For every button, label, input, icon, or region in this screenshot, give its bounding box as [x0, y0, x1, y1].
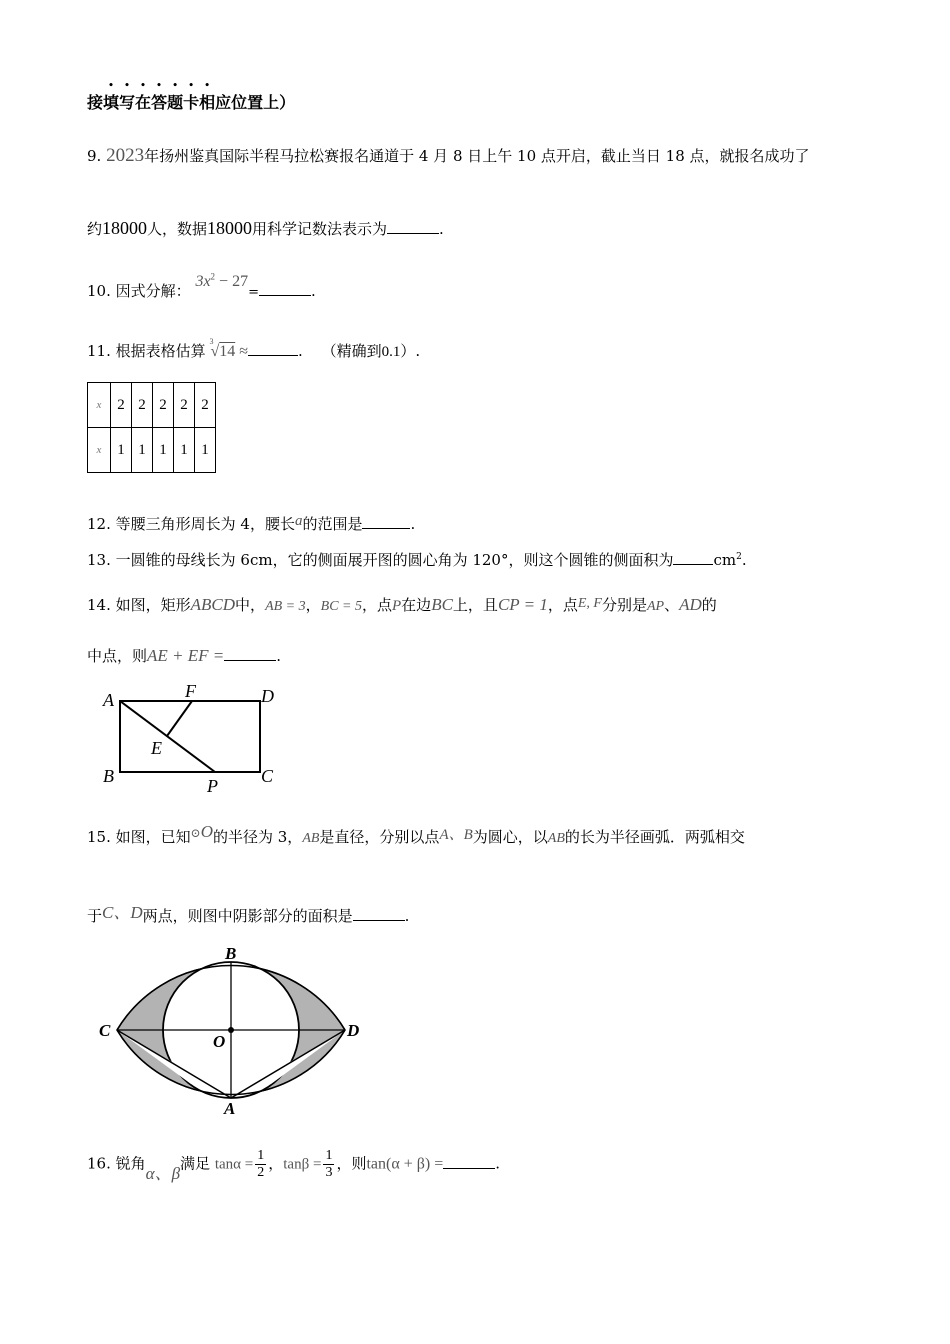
text: 是直径，分别以点	[319, 828, 440, 846]
comma: ，	[268, 1154, 284, 1173]
text: 为圆心，以	[472, 828, 548, 846]
heading-char: 在	[135, 93, 152, 112]
table-row	[88, 428, 216, 473]
label-d: D	[261, 686, 274, 706]
heading-dotted-text	[87, 93, 215, 112]
math: tan(α + β) =	[366, 1155, 444, 1173]
text: 人，数据	[147, 220, 208, 238]
question-11	[87, 337, 421, 361]
question-12	[87, 513, 415, 534]
table-cell: 1	[174, 428, 195, 473]
math: AE + EF =	[147, 646, 225, 665]
period: .	[298, 342, 303, 360]
figure-circle-arcs	[95, 940, 375, 1120]
text: ，点	[547, 596, 578, 614]
circle-symbol: ⊙	[190, 826, 201, 840]
text: 、	[664, 596, 680, 614]
table-cell: 2	[195, 383, 216, 428]
math: AD	[679, 595, 702, 614]
heading-char: 相	[199, 93, 216, 112]
unit-exponent: 2	[736, 552, 742, 562]
segment-ap	[120, 701, 215, 772]
math: AB	[302, 831, 320, 846]
label-a: A	[224, 1099, 236, 1118]
expr-base: 3x	[195, 273, 211, 290]
question-text: 一圆锥的母线长为 6cm，它的侧面展开图的圆心角为 120°，则这个圆锥的侧面积为	[115, 551, 674, 569]
denominator: 3	[325, 1165, 333, 1180]
question-number: 12.	[87, 515, 111, 533]
estimate-table	[87, 382, 216, 473]
question-number: 14.	[87, 596, 111, 614]
approx-sign: ≈	[235, 343, 248, 360]
question-number: 11.	[87, 342, 111, 360]
radicand: 14	[219, 343, 236, 360]
text: 两点，则图中阴影部分的面积是	[142, 907, 353, 925]
exponent: 2	[210, 271, 216, 282]
denominator: 2	[257, 1165, 265, 1180]
label-b: B	[225, 944, 237, 963]
question-15-line-1	[87, 822, 745, 847]
question-text: 因式分解：	[115, 282, 191, 300]
text: 上，且	[452, 596, 498, 614]
heading-char: 题	[167, 93, 184, 112]
table-row	[88, 383, 216, 428]
answer-blank[interactable]	[259, 283, 311, 296]
label-f: F	[185, 681, 196, 701]
table-cell: 1	[132, 428, 153, 473]
question-9-line-2	[87, 218, 444, 239]
root-index: 3	[209, 337, 214, 346]
period: .	[410, 515, 416, 533]
question-text: 年扬州鉴真国际半程马拉松赛报名通道于 4 月 8 日上午 10 点开启，截止当日 18 点，就报名成功了	[144, 147, 810, 165]
section-heading	[87, 90, 295, 113]
question-text: 的范围是	[302, 515, 363, 533]
expression	[195, 273, 248, 290]
label-o: O	[213, 1032, 226, 1051]
label-e: E	[151, 738, 162, 758]
numerator: 1	[257, 1148, 265, 1163]
table-cell: 2	[111, 383, 132, 428]
math: α、β	[145, 1163, 181, 1183]
text: 如图，已知	[115, 828, 191, 846]
question-15-line-2	[87, 901, 409, 926]
math: CP = 1	[497, 595, 548, 614]
text: ，点	[361, 596, 392, 614]
equals: =	[248, 285, 259, 300]
text: 中，	[235, 596, 266, 614]
answer-blank[interactable]	[353, 908, 405, 921]
math: AB = 3	[265, 599, 306, 614]
math: ABCD	[190, 595, 236, 614]
text: ，	[305, 596, 321, 614]
label-d: D	[347, 1021, 360, 1040]
table-cell: 1	[195, 428, 216, 473]
text: ，则	[336, 1154, 367, 1173]
text: 约	[87, 220, 103, 238]
period: .	[404, 907, 410, 925]
period: .	[439, 220, 444, 238]
answer-blank[interactable]	[224, 648, 276, 661]
fraction-one-third	[323, 1148, 334, 1181]
math: AB	[547, 831, 565, 846]
heading-rest-text: 应位置上）	[215, 93, 296, 112]
answer-blank[interactable]	[443, 1156, 495, 1169]
text: 于	[87, 907, 103, 925]
rectangle	[120, 701, 260, 772]
table-cell: 2	[174, 383, 195, 428]
cube-root-expression: 3 √14 ≈	[209, 337, 248, 360]
text: 满足	[180, 1154, 211, 1173]
label-c: C	[261, 766, 274, 786]
math: tanα =	[214, 1156, 254, 1173]
table-cell: 1	[111, 428, 132, 473]
question-text: 根据表格估算	[115, 342, 206, 360]
table-cell: x	[88, 428, 111, 473]
precision-note: （精确到	[321, 342, 382, 360]
question-14-line-2	[87, 645, 281, 666]
fraction-one-half	[255, 1148, 266, 1181]
segment-ef	[167, 701, 192, 736]
numerator: 1	[325, 1148, 333, 1163]
note-end: ）.	[400, 342, 421, 360]
heading-char: 卡	[183, 93, 200, 112]
question-number: 13.	[87, 551, 111, 569]
year: 2023	[106, 145, 145, 166]
period: .	[310, 282, 316, 300]
math: AP	[646, 599, 665, 614]
question-text: 等腰三角形周长为 4，腰长	[115, 515, 295, 533]
question-number: 15.	[87, 828, 111, 846]
figure-rectangle-abcd	[95, 678, 295, 798]
heading-char: 答	[151, 93, 168, 112]
text: 中点，则	[87, 647, 148, 665]
heading-char: 填	[103, 93, 120, 112]
expr-rest: − 27	[215, 273, 249, 290]
text: 在边	[401, 596, 432, 614]
label-a: A	[103, 690, 114, 710]
period: .	[495, 1154, 501, 1173]
text: 的半径为 3，	[213, 828, 303, 846]
text: 分别是	[601, 596, 647, 614]
table-cell: 2	[132, 383, 153, 428]
question-number: 16.	[87, 1154, 111, 1173]
label-p: P	[207, 776, 218, 796]
label-b: B	[103, 766, 114, 786]
heading-char: 写	[119, 93, 136, 112]
text: 的长为半径画弧．两弧相交	[564, 828, 745, 846]
period: .	[741, 551, 747, 569]
question-14-line-1	[87, 594, 717, 615]
variable: a	[294, 513, 303, 529]
math: A、B	[439, 827, 473, 843]
table-cell: 2	[153, 383, 174, 428]
answer-blank[interactable]	[248, 343, 298, 356]
math: O	[200, 822, 213, 841]
math: C、D	[102, 903, 143, 922]
text: 锐角	[115, 1154, 146, 1173]
question-number: 9.	[87, 147, 102, 165]
label-c: C	[99, 1021, 111, 1040]
question-9-line-1	[87, 145, 810, 167]
text: 的	[701, 596, 717, 614]
precision-value: 0.1	[381, 344, 401, 360]
table-cell: 1	[153, 428, 174, 473]
question-16	[87, 1148, 500, 1181]
text: 用科学记数法表示为	[252, 220, 388, 238]
question-number: 10.	[87, 282, 111, 300]
unit: cm	[713, 551, 737, 569]
answer-blank[interactable]	[362, 516, 410, 529]
math: tanβ =	[283, 1156, 322, 1173]
answer-blank[interactable]	[673, 552, 713, 565]
math: E, F	[577, 596, 602, 611]
question-13	[87, 549, 747, 570]
period: .	[276, 647, 282, 665]
question-10	[87, 271, 316, 301]
math: BC	[431, 595, 453, 614]
center-point	[228, 1027, 234, 1033]
math: P	[392, 598, 402, 614]
number-value: 18000	[207, 218, 253, 238]
number-value: 18000	[102, 218, 148, 238]
text: 如图，矩形	[115, 596, 191, 614]
math: BC = 5	[320, 599, 362, 614]
table-cell: x	[88, 383, 111, 428]
heading-char: 接	[87, 93, 104, 112]
answer-blank[interactable]	[387, 221, 439, 234]
